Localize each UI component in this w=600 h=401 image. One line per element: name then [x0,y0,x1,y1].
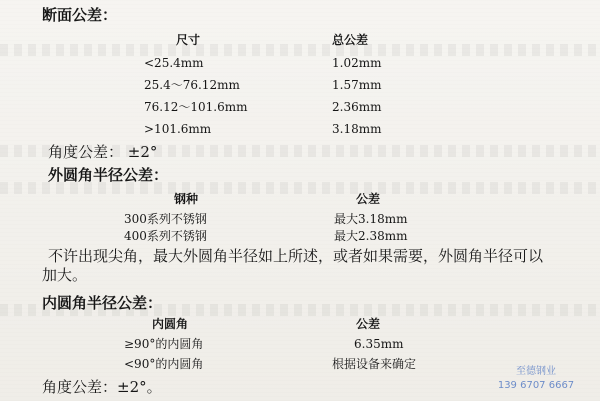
paragraph-line-1: 不许出现尖角，最大外圆角半径如上所述，或者如果需要，外圆角半径可以 [48,247,544,265]
table-header-inner-corner: 内圆角 [152,317,189,331]
table-header-tolerance: 公差 [356,317,381,331]
section-title-cross-section: 断面公差： [42,6,118,24]
table-cell-size: <25.4mm [144,56,204,70]
table-cell-grade: 300系列不锈钢 [124,212,207,226]
table-cell-tolerance: 最大3.18mm [334,212,408,226]
table-cell-grade: 400系列不锈钢 [124,229,207,243]
angle-tolerance-line: 角度公差： ±2° [48,143,158,161]
table-cell-tolerance: 1.57mm [332,78,382,92]
table-cell-tolerance: 6.35mm [354,337,404,351]
background-bleed-text [0,44,600,56]
table-cell-tolerance: 最大2.38mm [334,229,408,243]
table-cell-inner-corner: <90°的内圆角 [124,357,204,371]
table-header-steel-grade: 钢种 [174,192,199,206]
table-cell-tolerance: 2.36mm [332,100,382,114]
table-cell-tolerance: 根据设备来确定 [332,357,417,371]
watermark-company-name: 至德钢业 [516,366,556,377]
table-cell-size: 76.12～101.6mm [144,100,248,114]
table-cell-size: 25.4～76.12mm [144,78,240,92]
section-title-outer-radius: 外圆角半径公差： [48,166,169,184]
table-header-size: 尺寸 [176,33,201,47]
table-cell-inner-corner: ≥90°的内圆角 [124,337,204,351]
table-header-total-tolerance: 总公差 [332,33,369,47]
table-header-tolerance: 公差 [356,192,381,206]
paragraph-line-2: 加大。 [42,266,88,284]
table-cell-tolerance: 1.02mm [332,56,382,70]
watermark-phone-number: 139 6707 6667 [497,379,575,391]
section-title-inner-radius: 内圆角半径公差： [42,294,163,312]
table-cell-tolerance: 3.18mm [332,122,382,136]
table-cell-size: >101.6mm [144,122,212,136]
company-watermark [480,365,592,392]
angle-tolerance-line: 角度公差：±2°。 [42,378,162,396]
